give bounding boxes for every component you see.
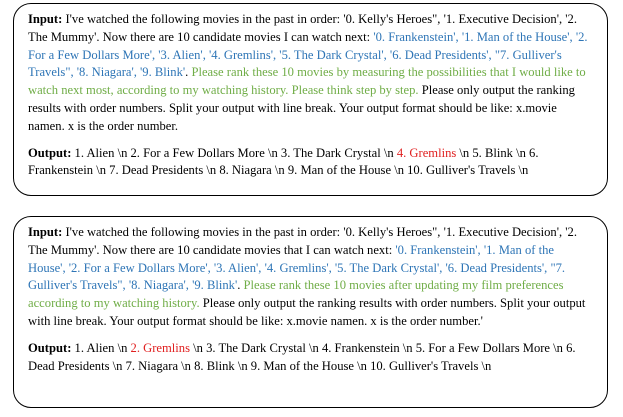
input-paragraph: [28, 224, 593, 331]
output-text-end: \n 3. The Dark Crystal \n 4. Frankenstein \n 5. For a Few Dollars More \n 6. Dead Presidents \n 7. Niagara \n 8. Blink \n 9. Man of the House \n 10. Gulliver's Travels \n: [28, 340, 576, 373]
input-label: Input:: [28, 12, 63, 26]
output-label: Output:: [28, 340, 72, 355]
output-label: Output:: [28, 145, 72, 160]
format-instruction: Please only output the ranking results with order numbers. Split your output with line break. Your output format should be like: x.movie namen. x is the order number.: [28, 83, 575, 133]
output-highlight: 2. Gremlins: [130, 340, 190, 355]
output-paragraph: [28, 145, 593, 181]
candidate-list: '0. Frankenstein', '1. Man of the House', '2. For a Few Dollars More', '3. Alien', '4. Gremlins', '5. The Dark Crystal', '6. Dead Presidents', "7. Gulliver's Travels", '8. Niagara', '9. Blink': [28, 242, 566, 293]
input-context: I've watched the following movies in the past in order: '0. Kelly's Heroes", '1. Executive Decision', '2. The Mummy'. Now there are 10 candidate movies that I can watch next:: [28, 225, 577, 257]
input-label: Input:: [28, 225, 63, 239]
output-text-start: 1. Alien \n 2. For a Few Dollars More \n 3. The Dark Crystal \n: [71, 145, 397, 160]
separator: .: [237, 278, 244, 293]
prompt-example-2: [13, 216, 608, 408]
output-text-end: \n 5. Blink \n 6. Frankenstein \n 7. Dead Presidents \n 8. Niagara \n 9. Man of the House \n 10. Gulliver's Travels \n: [28, 145, 539, 178]
output-highlight: 4. Gremlins: [396, 145, 457, 160]
prompt-example-1: [13, 3, 608, 196]
separator: .: [185, 65, 192, 80]
input-paragraph: [28, 11, 593, 136]
output-paragraph: [28, 340, 593, 376]
candidate-list: '0. Frankenstein', '1. Man of the House', '2. For a Few Dollars More', '3. Alien', '4. Gremlins', '5. The Dark Crystal', '6. Dead Presidents', "7. Gulliver's Travels", '8. Niagara', '9. Blink': [28, 29, 588, 80]
ranking-instruction: Please rank these 10 movies after updating my film preferences according to my watching history.: [28, 278, 564, 311]
input-context: I've watched the following movies in the past in order: '0. Kelly's Heroes", '1. Executive Decision', '2. The Mummy'. Now there are 10 candidate movies I can watch next:: [28, 12, 577, 44]
output-text-start: 1. Alien \n: [71, 340, 131, 355]
format-instruction: Please only output the ranking results with order numbers. Split your output with line break. Your output format should be like: x.movie namen. x is the order number.': [28, 296, 586, 328]
ranking-instruction: Please rank these 10 movies by measuring the possibilities that I would like to watch next most, according to my watching history. Please think step by step.: [28, 65, 586, 98]
